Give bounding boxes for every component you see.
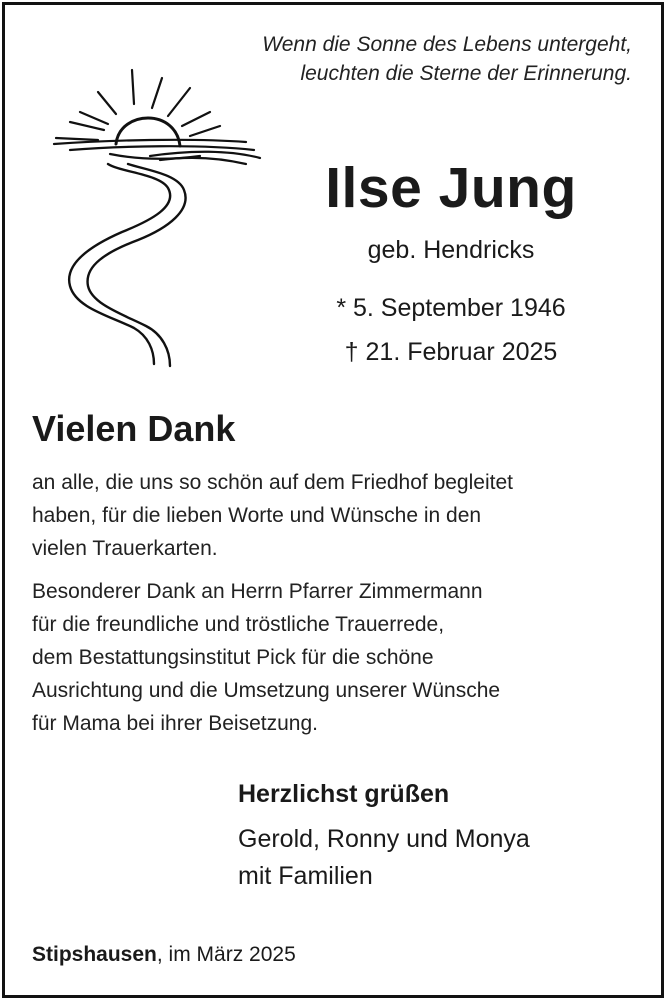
text-line: vielen Trauerkarten. xyxy=(32,537,218,560)
signers xyxy=(238,821,530,895)
place-name: Stipshausen xyxy=(32,943,157,966)
text-line: an alle, die uns so schön auf dem Friedhof begleitet xyxy=(32,471,513,494)
text-line: für Mama bei ihrer Beisetzung. xyxy=(32,712,318,735)
thanks-paragraph-2 xyxy=(32,575,500,740)
text-line: haben, für die lieben Worte und Wünsche in den xyxy=(32,504,482,527)
place-date-line xyxy=(32,940,296,970)
thanks-paragraph-1 xyxy=(32,466,513,565)
text-line: Besonderer Dank an Herrn Pfarrer Zimmermann xyxy=(32,580,483,603)
motto-line: Wenn die Sonne des Lebens untergeht, xyxy=(262,33,632,56)
signer-line: mit Familien xyxy=(238,862,373,890)
text-line: für die freundliche und tröstliche Trauerrede, xyxy=(32,613,445,636)
thanks-heading: Vielen Dank xyxy=(32,408,236,449)
motto-line: leuchten die Sterne der Erinnerung. xyxy=(300,62,632,85)
text-line: Ausrichtung und die Umsetzung unserer Wünsche xyxy=(32,679,501,702)
closing-greeting: Herzlichst grüßen xyxy=(238,780,450,808)
motto xyxy=(262,30,632,88)
born-name: geb. Hendricks xyxy=(367,236,535,264)
signer-line: Gerold, Ronny und Monya xyxy=(238,825,530,853)
sunset-path-icon xyxy=(50,64,265,369)
death-date: † 21. Februar 2025 xyxy=(344,338,558,366)
birth-date: * 5. September 1946 xyxy=(336,294,566,322)
text-line: dem Bestattungsinstitut Pick für die schöne xyxy=(32,646,434,669)
date-text: , im März 2025 xyxy=(156,943,296,966)
deceased-name: Ilse Jung xyxy=(325,156,577,220)
